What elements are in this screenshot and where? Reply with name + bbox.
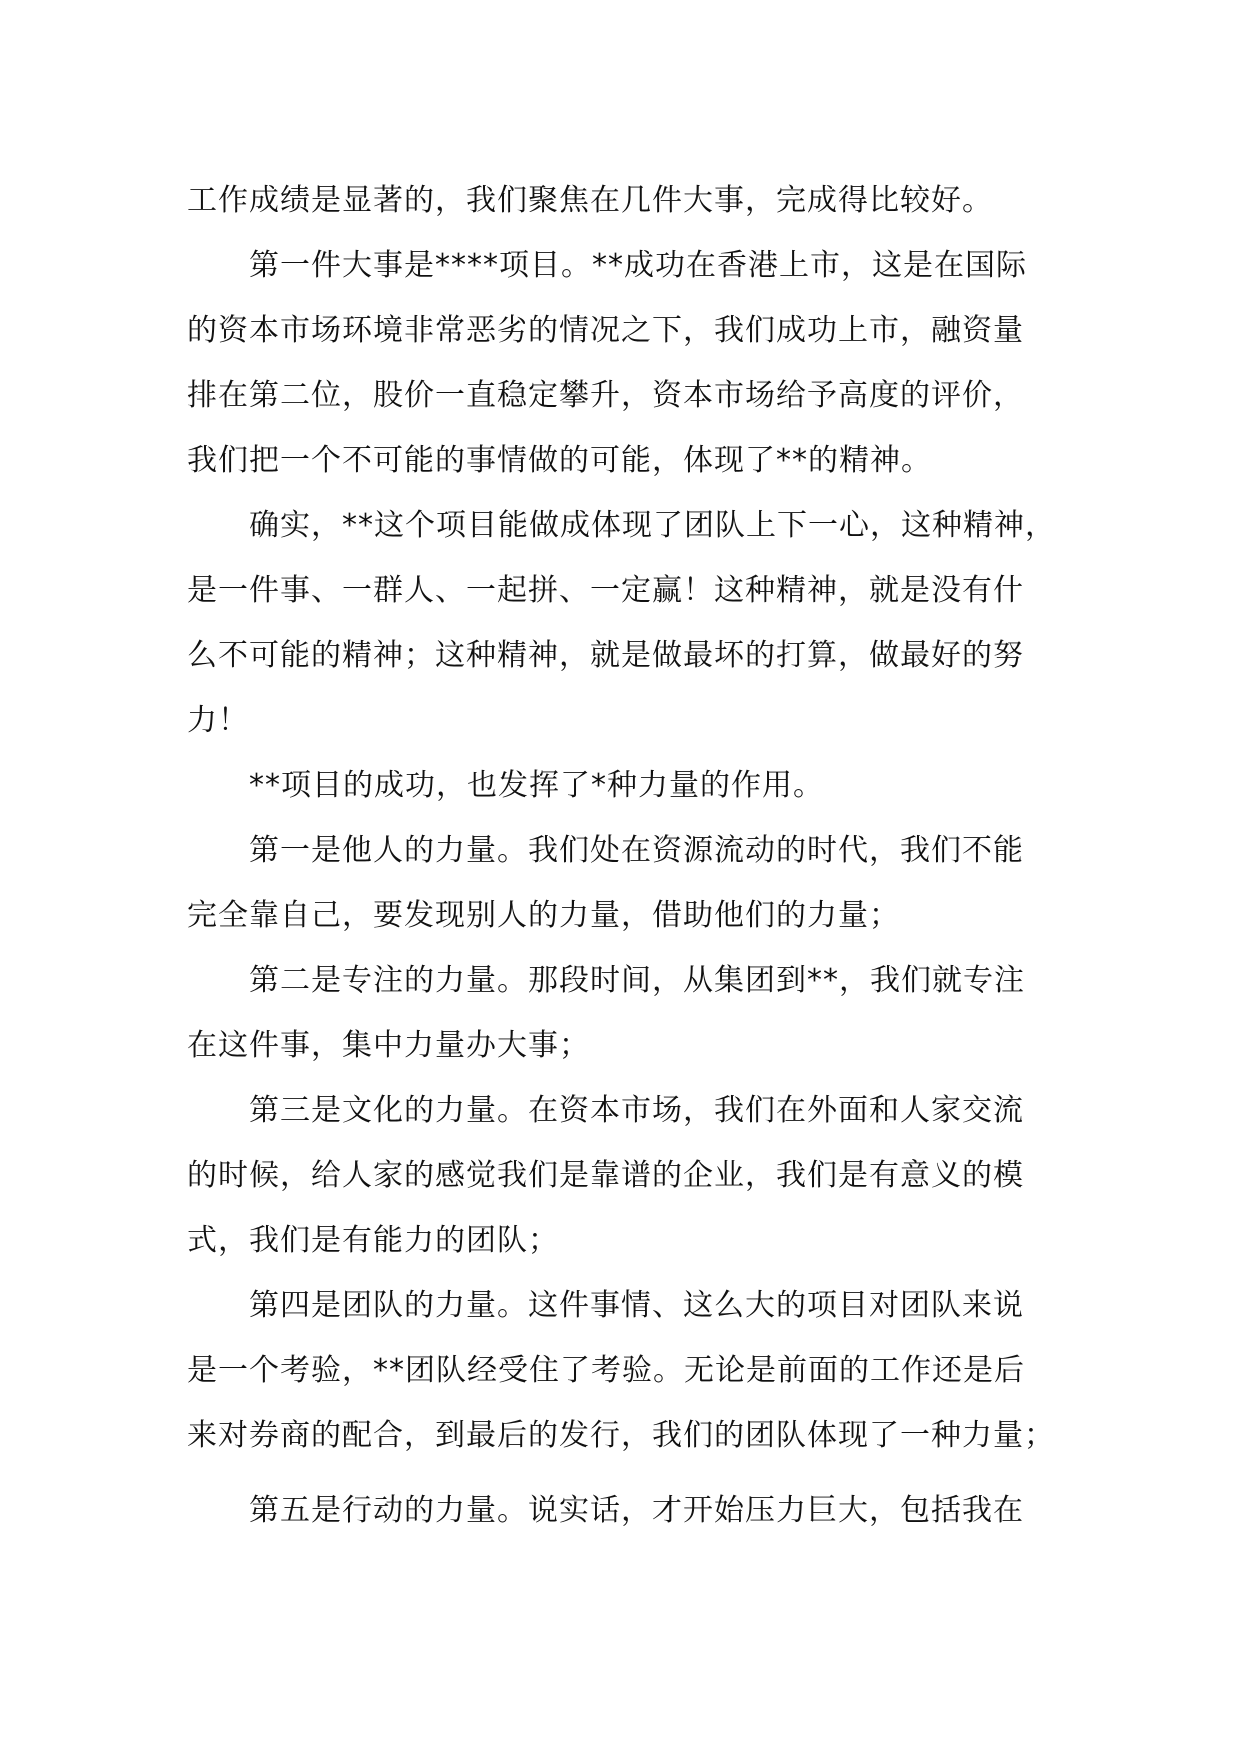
text-line: 第三是文化的力量。在资本市场，我们在外面和人家交流: [249, 1093, 1024, 1128]
paragraph-4: [187, 753, 1087, 818]
paragraph-5: [187, 818, 1087, 948]
text-line: 工作成绩是显著的，我们聚焦在几件大事，完成得比较好。: [187, 183, 993, 218]
paragraph-6: [187, 948, 1087, 1078]
paragraph-2: [187, 233, 1087, 493]
text-line: 第五是行动的力量。说实话，才开始压力巨大，包括我在: [249, 1493, 1024, 1528]
paragraph-7: [187, 1078, 1087, 1273]
text-line: 的资本市场环境非常恶劣的情况之下，我们成功上市，融资量: [187, 313, 1024, 348]
text-line: 排在第二位，股价一直稳定攀升，资本市场给予高度的评价，: [187, 378, 1024, 413]
text-line: 第二是专注的力量。那段时间，从集团到**，我们就专注: [249, 963, 1025, 998]
text-line: 式，我们是有能力的团队；: [187, 1223, 559, 1258]
paragraph-1: [187, 168, 1087, 233]
text-line: 的时候，给人家的感觉我们是靠谱的企业，我们是有意义的模: [187, 1158, 1024, 1193]
text-line: 第一是他人的力量。我们处在资源流动的时代，我们不能: [249, 833, 1024, 868]
text-line: 第一件大事是****项目。**成功在香港上市，这是在国际: [249, 248, 1027, 283]
paragraph-9: [187, 1478, 1087, 1543]
text-line: 力！: [187, 703, 249, 738]
text-line: 在这件事，集中力量办大事；: [187, 1028, 590, 1063]
document-body: [187, 168, 1087, 1543]
text-line: 么不可能的精神；这种精神，就是做最坏的打算，做最好的努: [187, 638, 1024, 673]
text-line: 是一个考验，**团队经受住了考验。无论是前面的工作还是后: [187, 1353, 1025, 1388]
paragraph-3: [187, 493, 1087, 753]
text-line: 我们把一个不可能的事情做的可能，体现了**的精神。: [187, 443, 932, 478]
text-line: 完全靠自己，要发现别人的力量，借助他们的力量；: [187, 898, 900, 933]
text-line: **项目的成功，也发挥了*种力量的作用。: [249, 768, 824, 803]
text-line: 是一件事、一群人、一起拼、一定赢！这种精神，就是没有什: [187, 573, 1024, 608]
text-line: 来对券商的配合，到最后的发行，我们的团队体现了一种力量；: [187, 1418, 1055, 1453]
paragraph-8: [187, 1273, 1087, 1468]
text-line: 第四是团队的力量。这件事情、这么大的项目对团队来说: [249, 1288, 1024, 1323]
text-line: 确实，**这个项目能做成体现了团队上下一心，这种精神，: [249, 508, 1056, 543]
